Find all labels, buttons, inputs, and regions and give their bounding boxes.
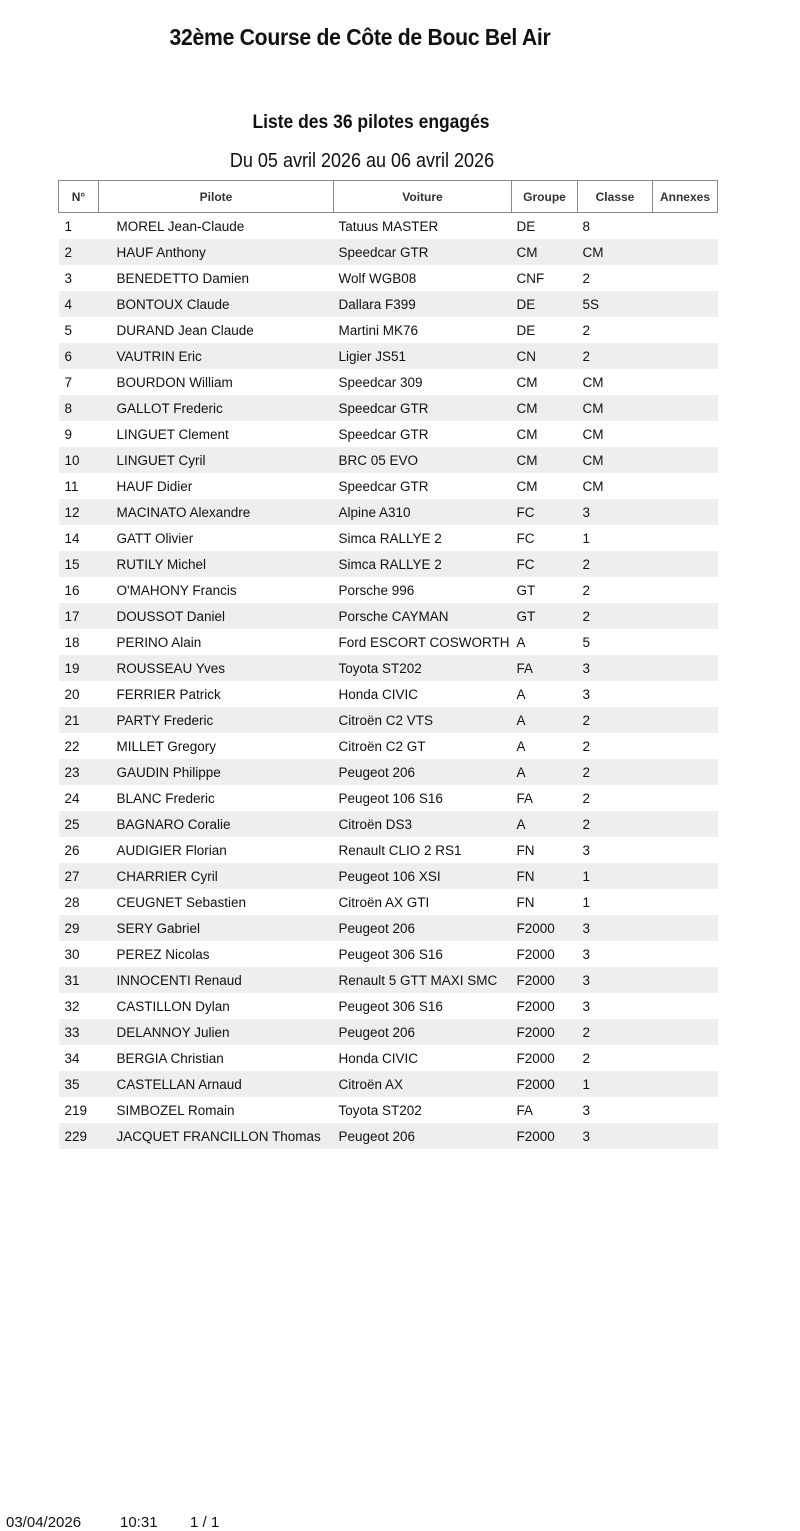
cell-groupe: A	[512, 733, 578, 759]
pilots-table	[58, 180, 718, 1149]
cell-num: 15	[59, 551, 99, 577]
table-row	[59, 369, 718, 395]
cell-pilote: BENEDETTO Damien	[99, 265, 334, 291]
cell-groupe: FC	[512, 525, 578, 551]
cell-pilote: CASTILLON Dylan	[99, 993, 334, 1019]
column-header-annexes: Annexes	[653, 181, 718, 213]
table-row	[59, 525, 718, 551]
cell-groupe: FN	[512, 889, 578, 915]
cell-classe: CM	[578, 421, 653, 447]
table-row	[59, 1097, 718, 1123]
cell-num: 16	[59, 577, 99, 603]
cell-pilote: FERRIER Patrick	[99, 681, 334, 707]
cell-classe: 5S	[578, 291, 653, 317]
cell-annexes	[653, 785, 718, 811]
cell-num: 7	[59, 369, 99, 395]
cell-classe: CM	[578, 473, 653, 499]
cell-voiture: Citroën C2 VTS	[334, 707, 512, 733]
cell-voiture: Speedcar 309	[334, 369, 512, 395]
cell-annexes	[653, 603, 718, 629]
document-title: 32ème Course de Côte de Bouc Bel Air	[169, 24, 551, 50]
cell-voiture: Porsche 996	[334, 577, 512, 603]
table-row	[59, 499, 718, 525]
cell-groupe: A	[512, 707, 578, 733]
cell-classe: 3	[578, 837, 653, 863]
table-row	[59, 473, 718, 499]
cell-classe: CM	[578, 369, 653, 395]
cell-groupe: F2000	[512, 915, 578, 941]
cell-annexes	[653, 629, 718, 655]
cell-annexes	[653, 447, 718, 473]
cell-classe: 3	[578, 655, 653, 681]
cell-annexes	[653, 889, 718, 915]
column-header-voiture: Voiture	[334, 181, 512, 213]
cell-classe: 2	[578, 1019, 653, 1045]
cell-annexes	[653, 317, 718, 343]
cell-annexes	[653, 577, 718, 603]
cell-num: 219	[59, 1097, 99, 1123]
table-row	[59, 395, 718, 421]
cell-pilote: INNOCENTI Renaud	[99, 967, 334, 993]
cell-groupe: F2000	[512, 1045, 578, 1071]
cell-voiture: BRC 05 EVO	[334, 447, 512, 473]
cell-groupe: DE	[512, 317, 578, 343]
table-row	[59, 863, 718, 889]
table-row	[59, 1071, 718, 1097]
table-row	[59, 707, 718, 733]
table-row	[59, 681, 718, 707]
cell-voiture: Honda CIVIC	[334, 681, 512, 707]
cell-pilote: CEUGNET Sebastien	[99, 889, 334, 915]
cell-groupe: CM	[512, 239, 578, 265]
cell-pilote: CASTELLAN Arnaud	[99, 1071, 334, 1097]
cell-groupe: DE	[512, 213, 578, 240]
cell-classe: 1	[578, 863, 653, 889]
cell-classe: 3	[578, 681, 653, 707]
cell-num: 19	[59, 655, 99, 681]
cell-annexes	[653, 1071, 718, 1097]
cell-annexes	[653, 707, 718, 733]
cell-num: 17	[59, 603, 99, 629]
table-row	[59, 967, 718, 993]
cell-pilote: MILLET Gregory	[99, 733, 334, 759]
cell-groupe: GT	[512, 603, 578, 629]
cell-annexes	[653, 1019, 718, 1045]
table-row	[59, 785, 718, 811]
cell-annexes	[653, 655, 718, 681]
table-row	[59, 915, 718, 941]
cell-groupe: A	[512, 681, 578, 707]
table-row	[59, 629, 718, 655]
cell-groupe: FA	[512, 655, 578, 681]
cell-classe: 3	[578, 941, 653, 967]
cell-classe: 2	[578, 265, 653, 291]
cell-annexes	[653, 915, 718, 941]
cell-num: 10	[59, 447, 99, 473]
cell-voiture: Citroën DS3	[334, 811, 512, 837]
cell-annexes	[653, 1097, 718, 1123]
cell-annexes	[653, 239, 718, 265]
cell-groupe: F2000	[512, 1019, 578, 1045]
cell-pilote: VAUTRIN Eric	[99, 343, 334, 369]
cell-pilote: DELANNOY Julien	[99, 1019, 334, 1045]
column-header-groupe: Groupe	[512, 181, 578, 213]
cell-pilote: RUTILY Michel	[99, 551, 334, 577]
cell-num: 32	[59, 993, 99, 1019]
cell-groupe: A	[512, 629, 578, 655]
print-time: 10:31	[120, 1514, 158, 1531]
cell-voiture: Martini MK76	[334, 317, 512, 343]
cell-voiture: Toyota ST202	[334, 655, 512, 681]
table-row	[59, 837, 718, 863]
cell-num: 12	[59, 499, 99, 525]
table-row	[59, 421, 718, 447]
cell-groupe: A	[512, 811, 578, 837]
cell-groupe: FA	[512, 785, 578, 811]
table-row	[59, 239, 718, 265]
table-row	[59, 811, 718, 837]
table-row	[59, 941, 718, 967]
cell-annexes	[653, 993, 718, 1019]
table-row	[59, 993, 718, 1019]
cell-voiture: Dallara F399	[334, 291, 512, 317]
cell-pilote: DOUSSOT Daniel	[99, 603, 334, 629]
cell-num: 1	[59, 213, 99, 240]
table-row	[59, 577, 718, 603]
cell-groupe: F2000	[512, 941, 578, 967]
table-row	[59, 213, 718, 240]
table-row	[59, 343, 718, 369]
cell-annexes	[653, 1045, 718, 1071]
table-row	[59, 317, 718, 343]
cell-annexes	[653, 837, 718, 863]
cell-voiture: Speedcar GTR	[334, 473, 512, 499]
cell-pilote: AUDIGIER Florian	[99, 837, 334, 863]
cell-voiture: Peugeot 306 S16	[334, 941, 512, 967]
column-header-num: N°	[59, 181, 99, 213]
cell-num: 8	[59, 395, 99, 421]
table-row	[59, 603, 718, 629]
cell-pilote: PARTY Frederic	[99, 707, 334, 733]
cell-annexes	[653, 395, 718, 421]
cell-pilote: BLANC Frederic	[99, 785, 334, 811]
cell-voiture: Porsche CAYMAN	[334, 603, 512, 629]
cell-num: 29	[59, 915, 99, 941]
cell-annexes	[653, 525, 718, 551]
cell-pilote: GATT Olivier	[99, 525, 334, 551]
cell-groupe: CM	[512, 447, 578, 473]
cell-pilote: MACINATO Alexandre	[99, 499, 334, 525]
cell-annexes	[653, 369, 718, 395]
cell-voiture: Citroën C2 GT	[334, 733, 512, 759]
cell-annexes	[653, 213, 718, 240]
cell-num: 22	[59, 733, 99, 759]
cell-classe: 3	[578, 1123, 653, 1149]
cell-annexes	[653, 941, 718, 967]
cell-voiture: Speedcar GTR	[334, 395, 512, 421]
cell-classe: 2	[578, 551, 653, 577]
cell-voiture: Speedcar GTR	[334, 421, 512, 447]
cell-groupe: FA	[512, 1097, 578, 1123]
table-row	[59, 1045, 718, 1071]
cell-num: 28	[59, 889, 99, 915]
cell-num: 9	[59, 421, 99, 447]
cell-num: 21	[59, 707, 99, 733]
table-header-row	[59, 181, 718, 213]
cell-num: 34	[59, 1045, 99, 1071]
cell-voiture: Peugeot 106 XSI	[334, 863, 512, 889]
cell-classe: 3	[578, 967, 653, 993]
cell-classe: 3	[578, 915, 653, 941]
cell-classe: CM	[578, 395, 653, 421]
cell-num: 3	[59, 265, 99, 291]
cell-groupe: CM	[512, 395, 578, 421]
cell-classe: 2	[578, 317, 653, 343]
cell-classe: 2	[578, 811, 653, 837]
cell-num: 25	[59, 811, 99, 837]
cell-annexes	[653, 1123, 718, 1149]
cell-pilote: CHARRIER Cyril	[99, 863, 334, 889]
cell-classe: 2	[578, 1045, 653, 1071]
cell-num: 23	[59, 759, 99, 785]
cell-pilote: BOURDON William	[99, 369, 334, 395]
cell-voiture: Peugeot 306 S16	[334, 993, 512, 1019]
cell-num: 11	[59, 473, 99, 499]
cell-num: 24	[59, 785, 99, 811]
cell-annexes	[653, 291, 718, 317]
cell-classe: 3	[578, 499, 653, 525]
cell-classe: 1	[578, 1071, 653, 1097]
cell-num: 27	[59, 863, 99, 889]
event-dates: Du 05 avril 2026 au 06 avril 2026	[229, 150, 495, 172]
cell-groupe: F2000	[512, 1071, 578, 1097]
cell-num: 35	[59, 1071, 99, 1097]
cell-voiture: Ligier JS51	[334, 343, 512, 369]
cell-annexes	[653, 681, 718, 707]
cell-voiture: Renault CLIO 2 RS1	[334, 837, 512, 863]
cell-annexes	[653, 551, 718, 577]
cell-num: 14	[59, 525, 99, 551]
cell-voiture: Ford ESCORT COSWORTH	[334, 629, 512, 655]
cell-pilote: GALLOT Frederic	[99, 395, 334, 421]
cell-pilote: PERINO Alain	[99, 629, 334, 655]
cell-voiture: Tatuus MASTER	[334, 213, 512, 240]
cell-annexes	[653, 759, 718, 785]
cell-groupe: CN	[512, 343, 578, 369]
table-row	[59, 265, 718, 291]
cell-groupe: CNF	[512, 265, 578, 291]
cell-annexes	[653, 863, 718, 889]
cell-pilote: DURAND Jean Claude	[99, 317, 334, 343]
cell-num: 229	[59, 1123, 99, 1149]
cell-pilote: LINGUET Clement	[99, 421, 334, 447]
cell-classe: 2	[578, 785, 653, 811]
cell-pilote: BONTOUX Claude	[99, 291, 334, 317]
cell-classe: 2	[578, 707, 653, 733]
cell-groupe: FN	[512, 837, 578, 863]
print-date: 03/04/2026	[6, 1514, 82, 1531]
table-row	[59, 759, 718, 785]
cell-num: 26	[59, 837, 99, 863]
cell-voiture: Simca RALLYE 2	[334, 525, 512, 551]
cell-voiture: Peugeot 106 S16	[334, 785, 512, 811]
cell-num: 30	[59, 941, 99, 967]
cell-pilote: GAUDIN Philippe	[99, 759, 334, 785]
cell-groupe: F2000	[512, 967, 578, 993]
cell-voiture: Wolf WGB08	[334, 265, 512, 291]
cell-groupe: CM	[512, 421, 578, 447]
cell-groupe: F2000	[512, 1123, 578, 1149]
cell-classe: 8	[578, 213, 653, 240]
document-subtitle: Liste des 36 pilotes engagés	[252, 112, 490, 133]
cell-classe: 2	[578, 577, 653, 603]
cell-pilote: SIMBOZEL Romain	[99, 1097, 334, 1123]
cell-voiture: Peugeot 206	[334, 759, 512, 785]
cell-num: 2	[59, 239, 99, 265]
page-number: 1 / 1	[190, 1514, 220, 1531]
cell-groupe: FN	[512, 863, 578, 889]
cell-annexes	[653, 343, 718, 369]
cell-voiture: Speedcar GTR	[334, 239, 512, 265]
cell-classe: CM	[578, 239, 653, 265]
table-row	[59, 733, 718, 759]
cell-voiture: Peugeot 206	[334, 915, 512, 941]
cell-classe: 2	[578, 343, 653, 369]
cell-voiture: Citroën AX	[334, 1071, 512, 1097]
cell-pilote: BAGNARO Coralie	[99, 811, 334, 837]
cell-annexes	[653, 473, 718, 499]
cell-annexes	[653, 265, 718, 291]
cell-classe: 1	[578, 889, 653, 915]
cell-classe: 3	[578, 1097, 653, 1123]
cell-annexes	[653, 421, 718, 447]
cell-classe: 2	[578, 733, 653, 759]
cell-groupe: F2000	[512, 993, 578, 1019]
cell-voiture: Renault 5 GTT MAXI SMC	[334, 967, 512, 993]
cell-pilote: O'MAHONY Francis	[99, 577, 334, 603]
cell-voiture: Simca RALLYE 2	[334, 551, 512, 577]
cell-num: 31	[59, 967, 99, 993]
cell-voiture: Peugeot 206	[334, 1123, 512, 1149]
table-row	[59, 655, 718, 681]
cell-classe: CM	[578, 447, 653, 473]
cell-annexes	[653, 811, 718, 837]
cell-voiture: Honda CIVIC	[334, 1045, 512, 1071]
cell-pilote: HAUF Anthony	[99, 239, 334, 265]
cell-classe: 1	[578, 525, 653, 551]
cell-num: 33	[59, 1019, 99, 1045]
cell-pilote: PEREZ Nicolas	[99, 941, 334, 967]
cell-pilote: MOREL Jean-Claude	[99, 213, 334, 240]
table-body	[59, 213, 718, 1150]
cell-groupe: FC	[512, 499, 578, 525]
cell-groupe: DE	[512, 291, 578, 317]
column-header-classe: Classe	[578, 181, 653, 213]
cell-groupe: CM	[512, 369, 578, 395]
cell-pilote: ROUSSEAU Yves	[99, 655, 334, 681]
cell-classe: 5	[578, 629, 653, 655]
table-row	[59, 889, 718, 915]
table-row	[59, 447, 718, 473]
cell-voiture: Toyota ST202	[334, 1097, 512, 1123]
cell-num: 4	[59, 291, 99, 317]
cell-groupe: GT	[512, 577, 578, 603]
cell-num: 18	[59, 629, 99, 655]
cell-groupe: FC	[512, 551, 578, 577]
table-row	[59, 551, 718, 577]
cell-classe: 2	[578, 603, 653, 629]
table-row	[59, 1019, 718, 1045]
cell-classe: 3	[578, 993, 653, 1019]
cell-pilote: LINGUET Cyril	[99, 447, 334, 473]
cell-pilote: HAUF Didier	[99, 473, 334, 499]
table-row	[59, 291, 718, 317]
cell-num: 6	[59, 343, 99, 369]
cell-groupe: A	[512, 759, 578, 785]
cell-annexes	[653, 499, 718, 525]
cell-pilote: SERY Gabriel	[99, 915, 334, 941]
column-header-pilote: Pilote	[99, 181, 334, 213]
cell-pilote: BERGIA Christian	[99, 1045, 334, 1071]
cell-annexes	[653, 967, 718, 993]
cell-num: 20	[59, 681, 99, 707]
cell-voiture: Alpine A310	[334, 499, 512, 525]
cell-groupe: CM	[512, 473, 578, 499]
cell-pilote: JACQUET FRANCILLON Thomas	[99, 1123, 334, 1149]
cell-num: 5	[59, 317, 99, 343]
cell-voiture: Peugeot 206	[334, 1019, 512, 1045]
cell-classe: 2	[578, 759, 653, 785]
table-row	[59, 1123, 718, 1149]
cell-voiture: Citroën AX GTI	[334, 889, 512, 915]
cell-annexes	[653, 733, 718, 759]
